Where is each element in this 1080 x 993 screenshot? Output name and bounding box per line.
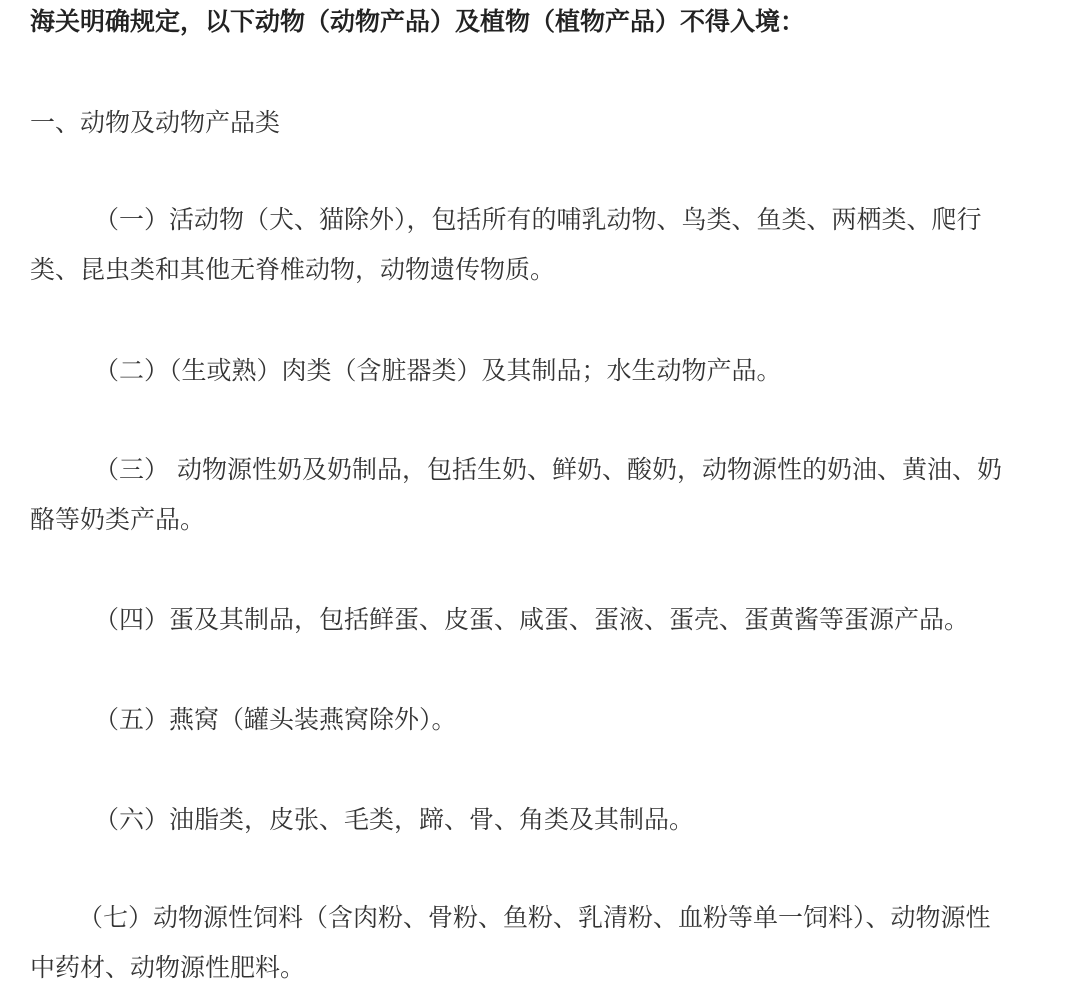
page-heading: 海关明确规定，以下动物（动物产品）及植物（植物产品）不得入境： <box>30 7 806 36</box>
list-item: （五）燕窝（罐头装燕窝除外）。 <box>94 705 457 734</box>
article-body <box>30 0 1020 991</box>
list-item: （七）动物源性饲料（含肉粉、骨粉、鱼粉、乳清粉、血粉等单一饲料）、动物源性中药材、动物源性肥料。 <box>30 903 991 982</box>
list-item: （六）油脂类，皮张、毛类，蹄、骨、角类及其制品。 <box>94 805 695 834</box>
list-item: （一）活动物（犬、猫除外），包括所有的哺乳动物、鸟类、鱼类、两栖类、爬行类、昆虫类和其他无脊椎动物，动物遗传物质。 <box>30 205 982 284</box>
list-item: （四）蛋及其制品，包括鲜蛋、皮蛋、咸蛋、蛋液、蛋壳、蛋黄酱等蛋源产品。 <box>94 605 970 634</box>
section-title: 一、动物及动物产品类 <box>30 108 281 137</box>
list-item: （三） 动物源性奶及奶制品，包括生奶、鲜奶、酸奶，动物源性的奶油、黄油、奶酪等奶类产品。 <box>30 455 1002 534</box>
list-item: （二）（生或熟）肉类（含脏器类）及其制品；水生动物产品。 <box>94 356 782 385</box>
